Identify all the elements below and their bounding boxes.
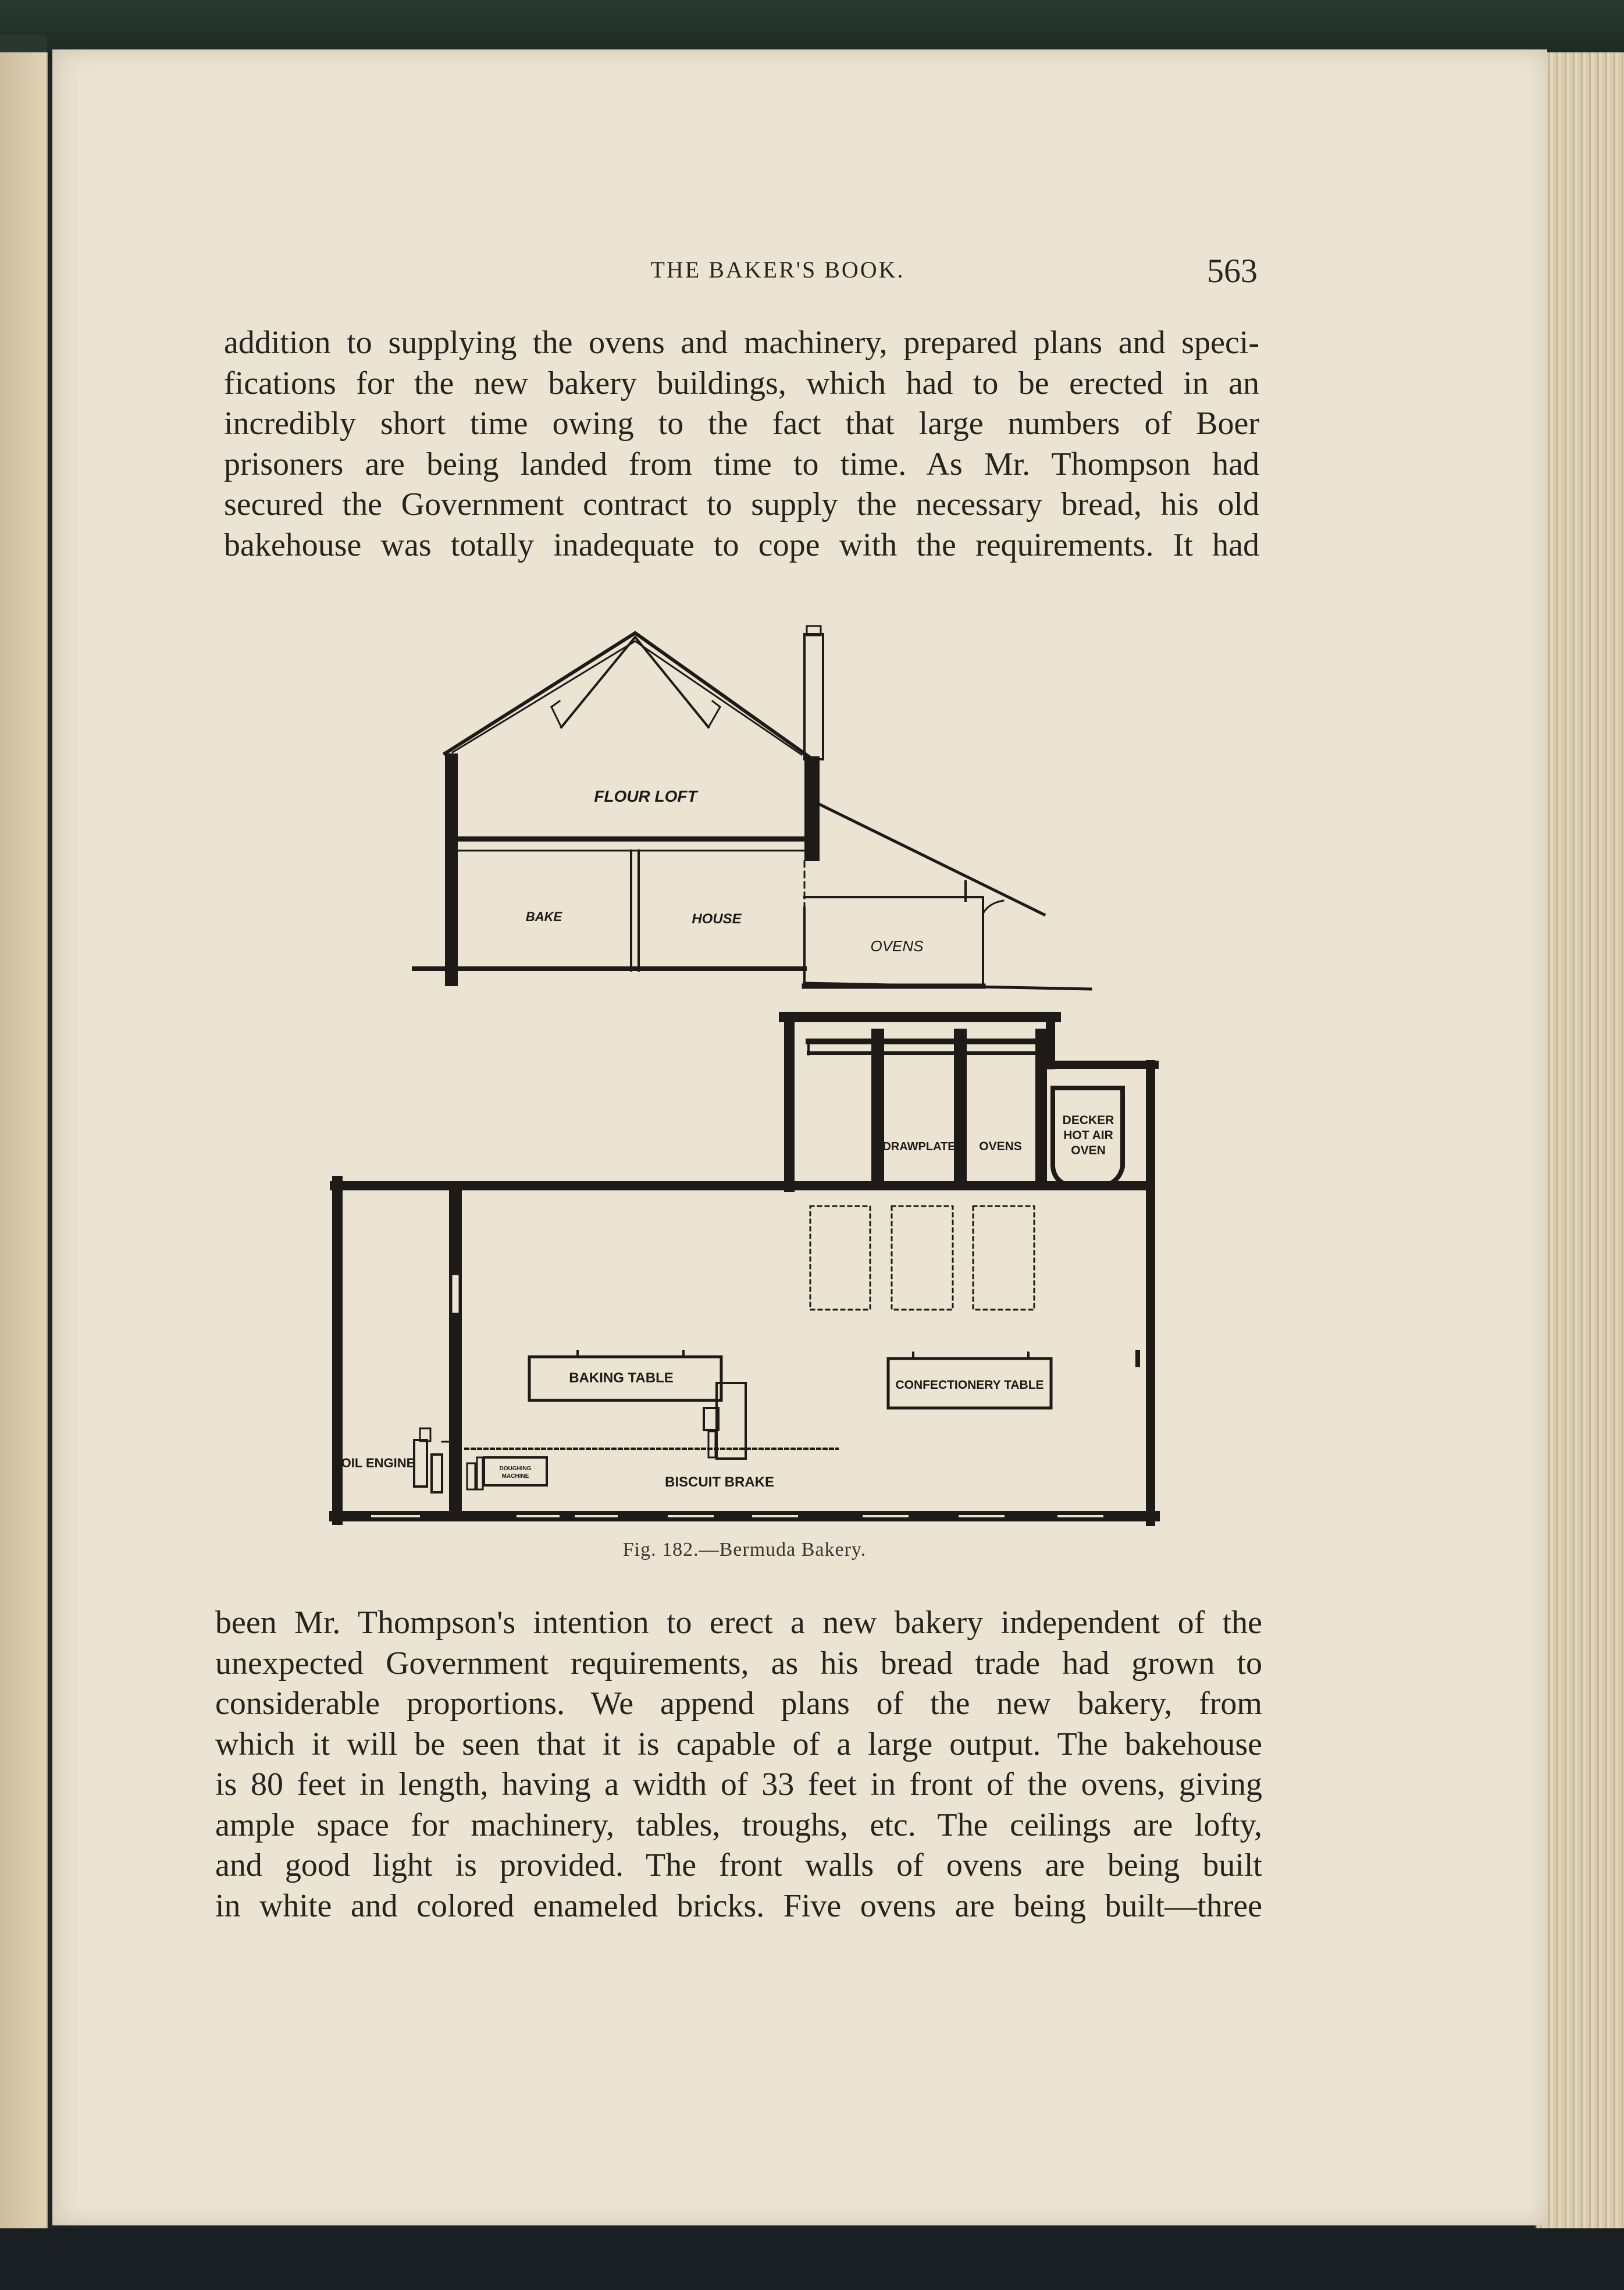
facing-page-edge (0, 52, 48, 2228)
label-doughing-machine-1: DOUGHING (499, 1466, 532, 1472)
book-cover-top (0, 0, 1624, 55)
label-decker-oven-1: DECKER (1062, 1114, 1114, 1127)
text-line: which it will be seen that it is capable of a large output. The bakehouse (215, 1726, 1262, 1762)
text-line: secured the Government contract to supply the necessary bread, his old (224, 486, 1259, 522)
running-title: THE BAKER'S BOOK. (650, 257, 905, 283)
label-house: HOUSE (692, 911, 742, 927)
table-surface (0, 2228, 1624, 2290)
label-drawplate: DRAWPLATE (882, 1140, 956, 1153)
text-line: is 80 feet in length, having a width of 33 feet in front of the ovens, giving (215, 1766, 1262, 1802)
label-oil-engine: OIL ENGINE (341, 1456, 415, 1470)
label-doughing-machine-2: MACHINE (501, 1473, 529, 1480)
label-confectionery-table: CONFECTIONERY TABLE (895, 1378, 1044, 1392)
figure-caption: Fig. 182.—Bermuda Bakery. (622, 1539, 867, 1560)
text-line: fications for the new bakery buildings, which had to be erected in an (224, 365, 1259, 401)
label-baking-table: BAKING TABLE (569, 1370, 674, 1386)
text-line: ample space for machinery, tables, troughs, etc. The ceilings are lofty, (215, 1807, 1262, 1843)
floor-plan (334, 1017, 1155, 1521)
text-line: bakehouse was totally inadequate to cope with the requirements. It had (224, 527, 1259, 563)
text-line: and good light is provided. The front walls of ovens are being built (215, 1847, 1262, 1883)
label-decker-oven-2: HOT AIR (1063, 1129, 1113, 1142)
label-biscuit-brake: BISCUIT BRAKE (664, 1474, 775, 1490)
text-line: in white and colored enameled bricks. Five ovens are being built—three (215, 1887, 1262, 1924)
page-stack-edges (1536, 52, 1624, 2228)
paragraph-top (224, 323, 1259, 566)
bakery-plan-figure (326, 617, 1163, 1530)
text-line: considerable proportions. We append plans of the new bakery, from (215, 1686, 1262, 1722)
paragraph-bottom (215, 1603, 1262, 1926)
label-bake: BAKE (525, 909, 562, 924)
label-decker-oven-3: OVEN (1071, 1144, 1106, 1157)
text-line: unexpected Government requirements, as his bread trade had grown to (215, 1645, 1262, 1681)
text-line: incredibly short time owing to the fact that large numbers of Boer (224, 406, 1259, 442)
label-ovens-plan: OVENS (979, 1140, 1022, 1153)
label-ovens-section: OVENS (870, 937, 924, 955)
label-flour-loft: FLOUR LOFT (594, 787, 697, 805)
text-line: prisoners are being landed from time to time. As Mr. Thompson had (224, 446, 1259, 482)
text-line: been Mr. Thompson's intention to erect a new bakery independent of the (215, 1605, 1262, 1641)
page-number: 563 (1207, 252, 1258, 290)
section-elevation (414, 626, 1091, 989)
text-line: addition to supplying the ovens and machinery, prepared plans and speci- (224, 325, 1259, 361)
